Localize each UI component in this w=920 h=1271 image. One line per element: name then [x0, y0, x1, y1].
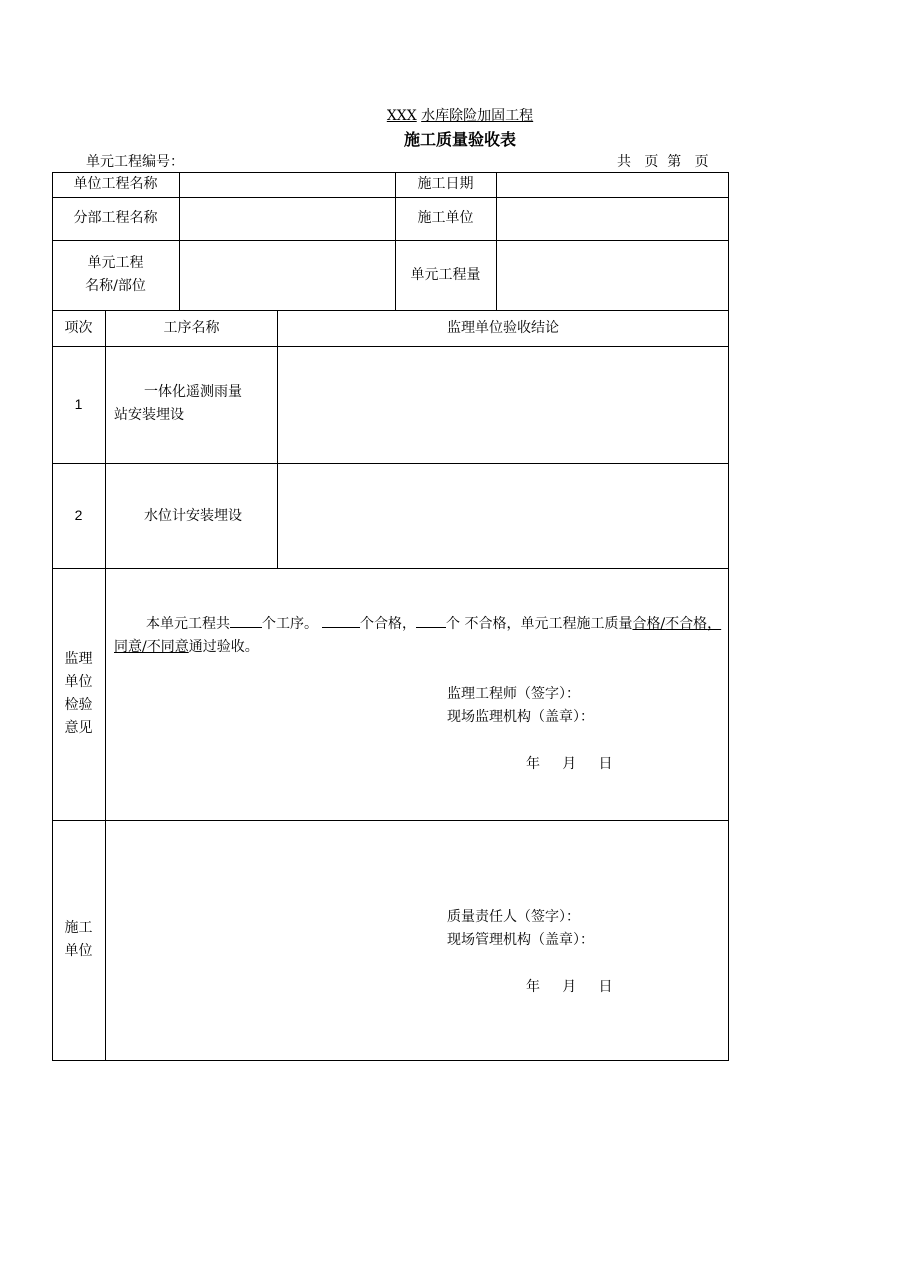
item-1-no: 1 — [74, 396, 83, 412]
conclusion-header: 监理单位验收结论 — [447, 319, 559, 336]
supervisor-label-line: 意见 — [64, 720, 93, 736]
opinion-sep: ， — [707, 616, 722, 632]
item-1-name — [114, 381, 274, 427]
process-count-blank[interactable] — [230, 612, 262, 628]
construction-date-field[interactable] — [497, 172, 728, 197]
project-title — [0, 105, 920, 125]
contractor-label-line: 单位 — [64, 943, 93, 959]
element-quantity-label: 单元工程量 — [410, 266, 481, 283]
page-info: 共 页 第 页 — [617, 154, 709, 170]
opinion-text-end: 通过验收。 — [188, 639, 259, 655]
supervisor-engineer-signature[interactable]: 监理工程师（签字）： — [447, 686, 580, 702]
item-1-name-line2: 站安装埋设 — [114, 407, 184, 423]
item-no-header: 项次 — [64, 319, 93, 336]
pass-count-blank[interactable] — [322, 612, 360, 628]
element-quantity-field[interactable] — [497, 240, 728, 310]
contractor-date[interactable]: 年 月 日 — [526, 979, 613, 995]
element-name-label — [52, 240, 179, 310]
supervisor-label-line: 监理 — [64, 651, 93, 667]
construction-unit-label: 施工单位 — [417, 210, 474, 226]
contractor-org-stamp[interactable]: 现场管理机构（盖章）： — [447, 932, 594, 948]
element-name-line1: 单元工程 — [87, 255, 144, 271]
opinion-text-b: 个工序。 — [262, 616, 318, 632]
item-1-name-line1: 一体化遥测雨量 — [144, 384, 242, 400]
opinion-text-a: 本单元工程共 — [146, 616, 230, 632]
sub-project-name-field[interactable] — [180, 197, 395, 240]
element-name-line2: 名称/部位 — [85, 278, 146, 294]
element-name-field[interactable] — [180, 240, 395, 310]
form-title: 施工质量验收表 — [403, 130, 516, 149]
item-2-conclusion-field[interactable] — [278, 463, 728, 568]
item-2-no: 2 — [74, 507, 83, 523]
grid-line — [52, 820, 729, 821]
supervisor-label-line: 检验 — [64, 697, 93, 713]
project-name: 水库除险加固工程 — [421, 108, 534, 124]
agree-disagree-option[interactable]: 同意/不同意 — [114, 639, 189, 655]
opinion-text-d: 个 不合格，单元工程施工质量 — [446, 616, 633, 632]
fail-count-blank[interactable] — [416, 612, 446, 628]
quality-person-signature[interactable]: 质量责任人（签字）： — [447, 909, 580, 925]
quality-pass-option[interactable]: 合格/ — [632, 616, 666, 632]
unit-project-name-field[interactable] — [180, 172, 395, 197]
contractor-label-line: 施工 — [64, 920, 93, 936]
sub-project-name-label: 分部工程名称 — [73, 210, 158, 226]
process-name-header: 工序名称 — [163, 319, 220, 336]
quality-fail-option[interactable]: 不合格 — [665, 616, 708, 632]
item-2-name: 水位计安装埋设 — [144, 508, 242, 524]
construction-date-label: 施工日期 — [417, 176, 474, 192]
supervisor-date[interactable]: 年 月 日 — [526, 756, 613, 772]
supervisor-label-line: 单位 — [64, 674, 93, 690]
supervisor-section-label — [52, 648, 105, 740]
grid-line — [52, 1060, 729, 1061]
item-1-conclusion-field[interactable] — [278, 346, 728, 463]
opinion-text-c: 个合格， — [360, 616, 416, 632]
unit-no-label: 单元工程编号： — [86, 154, 184, 170]
supervisor-org-stamp[interactable]: 现场监理机构（盖章）： — [447, 709, 594, 725]
project-prefix: XXX — [386, 108, 417, 124]
contractor-section-label — [52, 917, 105, 963]
construction-unit-field[interactable] — [497, 197, 728, 240]
grid-line — [728, 172, 729, 1061]
unit-project-name-label: 单位工程名称 — [73, 176, 158, 192]
supervisor-opinion-text — [114, 612, 724, 659]
grid-line — [52, 568, 729, 569]
grid-line — [105, 310, 106, 1061]
